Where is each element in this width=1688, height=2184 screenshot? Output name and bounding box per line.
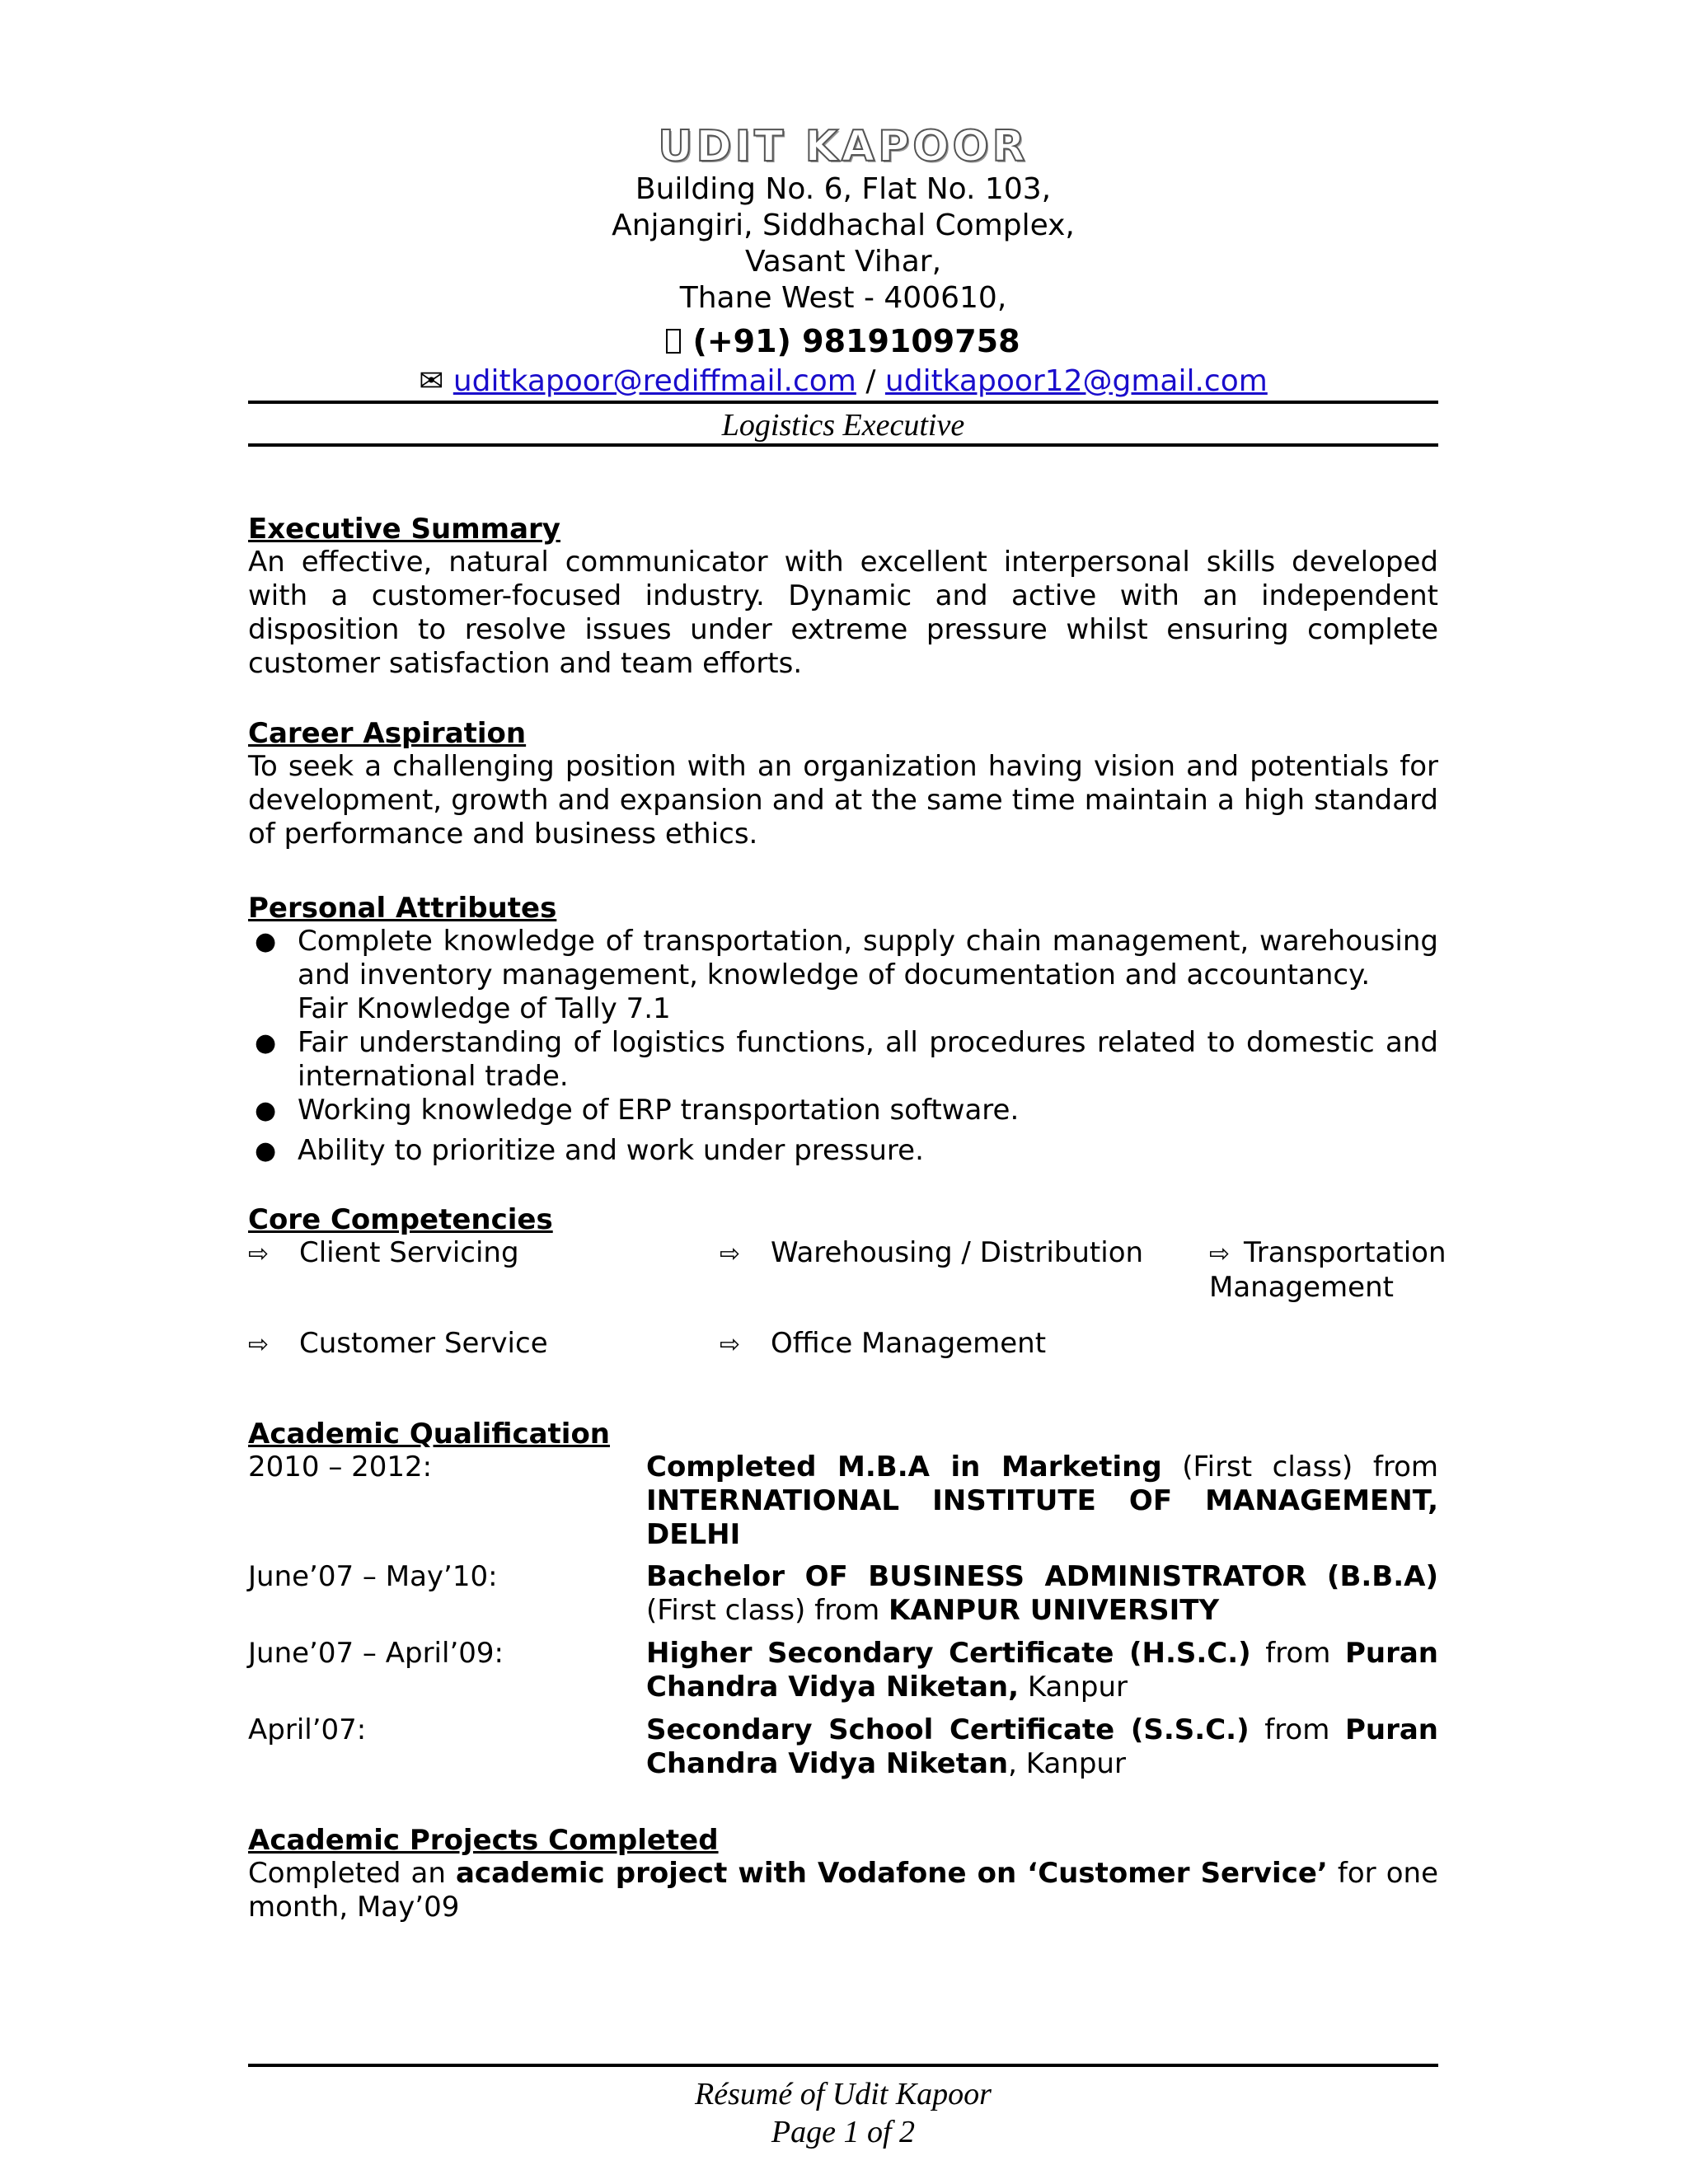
list-item: ● Complete knowledge of transportation, supply chain management, warehousing and inventory management, knowledge of documentation and accountancy. bbox=[255, 925, 1438, 991]
executive-summary-text: An effective, natural communicator with excellent interpersonal skills developed with a customer-focused industry. Dynamic and active with an independent disposition to resolve issues under extreme pressure whilst ensuring complete customer satisfaction and team efforts. bbox=[248, 546, 1438, 680]
qualification-desc: Completed M.B.A in Marketing (First class) from INTERNATIONAL INSTITUTE OF MANAGEMENT, DELHI bbox=[646, 1451, 1438, 1551]
address-line-4: Thane West - 400610, bbox=[679, 281, 1007, 315]
footer-rule bbox=[248, 2064, 1438, 2067]
executive-summary-heading: Executive Summary bbox=[248, 513, 560, 546]
qualification-date: June’07 – May’10: bbox=[248, 1560, 498, 1593]
phone-line bbox=[248, 323, 1438, 359]
bullet-icon: ● bbox=[255, 1029, 277, 1057]
personal-attributes-list bbox=[248, 925, 1438, 1168]
address-line-1: Building No. 6, Flat No. 103, bbox=[635, 172, 1052, 206]
personal-attributes-heading: Personal Attributes bbox=[248, 892, 557, 925]
core-competencies-section bbox=[248, 1203, 1438, 1236]
footer-page-number: Page 1 of 2 bbox=[771, 2115, 916, 2149]
arrow-right-icon: ⇨ bbox=[248, 1240, 270, 1268]
academic-projects-section bbox=[248, 1824, 1438, 1924]
bullet-icon: ● bbox=[255, 927, 277, 956]
bullet-icon: ● bbox=[255, 1096, 277, 1125]
career-aspiration-text: To seek a challenging position with an organization having vision and potentials for development, growth and expansion and at the same time maintain a high standard of performance and business ethics. bbox=[248, 750, 1438, 851]
email-separator: / bbox=[865, 364, 876, 398]
qualification-date: 2010 – 2012: bbox=[248, 1451, 433, 1483]
qualification-date: June’07 – April’09: bbox=[248, 1637, 504, 1670]
career-aspiration-heading: Career Aspiration bbox=[248, 717, 527, 750]
list-item: ● Ability to prioritize and work under pressure. bbox=[255, 1134, 924, 1167]
career-aspiration-section bbox=[248, 717, 1438, 851]
arrow-right-icon: ⇨ bbox=[720, 1330, 741, 1359]
executive-summary-section bbox=[248, 513, 1438, 681]
qualification-desc: Higher Secondary Certificate (H.S.C.) from Puran Chandra Vidya Niketan, Kanpur bbox=[646, 1637, 1438, 1704]
competency-item: ⇨ Transportation Management bbox=[1209, 1236, 1447, 1304]
email-link-rediffmail[interactable]: uditkapoor@rediffmail.com bbox=[452, 364, 856, 398]
arrow-right-icon: ⇨ bbox=[248, 1330, 270, 1359]
qualification-desc: Secondary School Certificate (S.S.C.) from Puran Chandra Vidya Niketan, Kanpur bbox=[646, 1713, 1438, 1780]
qualification-desc: Bachelor OF BUSINESS ADMINISTRATOR (B.B.A) (First class) from KANPUR UNIVERSITY bbox=[646, 1560, 1438, 1627]
address-line-3: Vasant Vihar, bbox=[744, 245, 942, 279]
header-rule-top bbox=[248, 401, 1438, 404]
competency-item: ⇨ Office Management bbox=[720, 1327, 1047, 1360]
academic-projects-text: Completed an academic project with Vodafone on ‘Customer Service’ for one month, May’09 bbox=[248, 1857, 1438, 1924]
bullet-icon: ● bbox=[255, 1137, 277, 1165]
arrow-right-icon: ⇨ bbox=[1209, 1240, 1231, 1268]
list-item: ● Working knowledge of ERP transportation software. bbox=[255, 1094, 1020, 1127]
footer-resume-title: Résumé of Udit Kapoor bbox=[695, 2077, 992, 2111]
email-line bbox=[248, 364, 1438, 398]
envelope-icon: ✉ bbox=[419, 364, 444, 398]
header-rule-bottom bbox=[248, 443, 1438, 447]
competency-item: ⇨ Client Servicing bbox=[248, 1236, 519, 1269]
phone-icon bbox=[666, 329, 681, 354]
list-item: Fair Knowledge of Tally 7.1 bbox=[298, 992, 671, 1025]
address-line-2: Anjangiri, Siddhachal Complex, bbox=[612, 209, 1075, 242]
core-competencies-heading: Core Competencies bbox=[248, 1203, 553, 1236]
competency-item: ⇨ Warehousing / Distribution bbox=[720, 1236, 1144, 1269]
job-tagline: Logistics Executive bbox=[721, 408, 965, 443]
personal-attributes-section bbox=[248, 892, 1438, 1168]
competency-item: ⇨ Customer Service bbox=[248, 1327, 548, 1360]
candidate-name: UDIT KAPOOR bbox=[658, 122, 1029, 171]
list-item: ● Fair understanding of logistics functions, all procedures related to domestic and international trade. bbox=[255, 1026, 1438, 1093]
arrow-right-icon: ⇨ bbox=[720, 1240, 741, 1268]
academic-qualification-section bbox=[248, 1418, 1438, 1451]
academic-projects-heading: Academic Projects Completed bbox=[248, 1824, 719, 1857]
phone-number: (+91) 9819109758 bbox=[692, 323, 1020, 359]
qualification-date: April’07: bbox=[248, 1713, 367, 1746]
email-link-gmail[interactable]: uditkapoor12@gmail.com bbox=[884, 364, 1268, 398]
academic-qualification-heading: Academic Qualification bbox=[248, 1418, 611, 1451]
